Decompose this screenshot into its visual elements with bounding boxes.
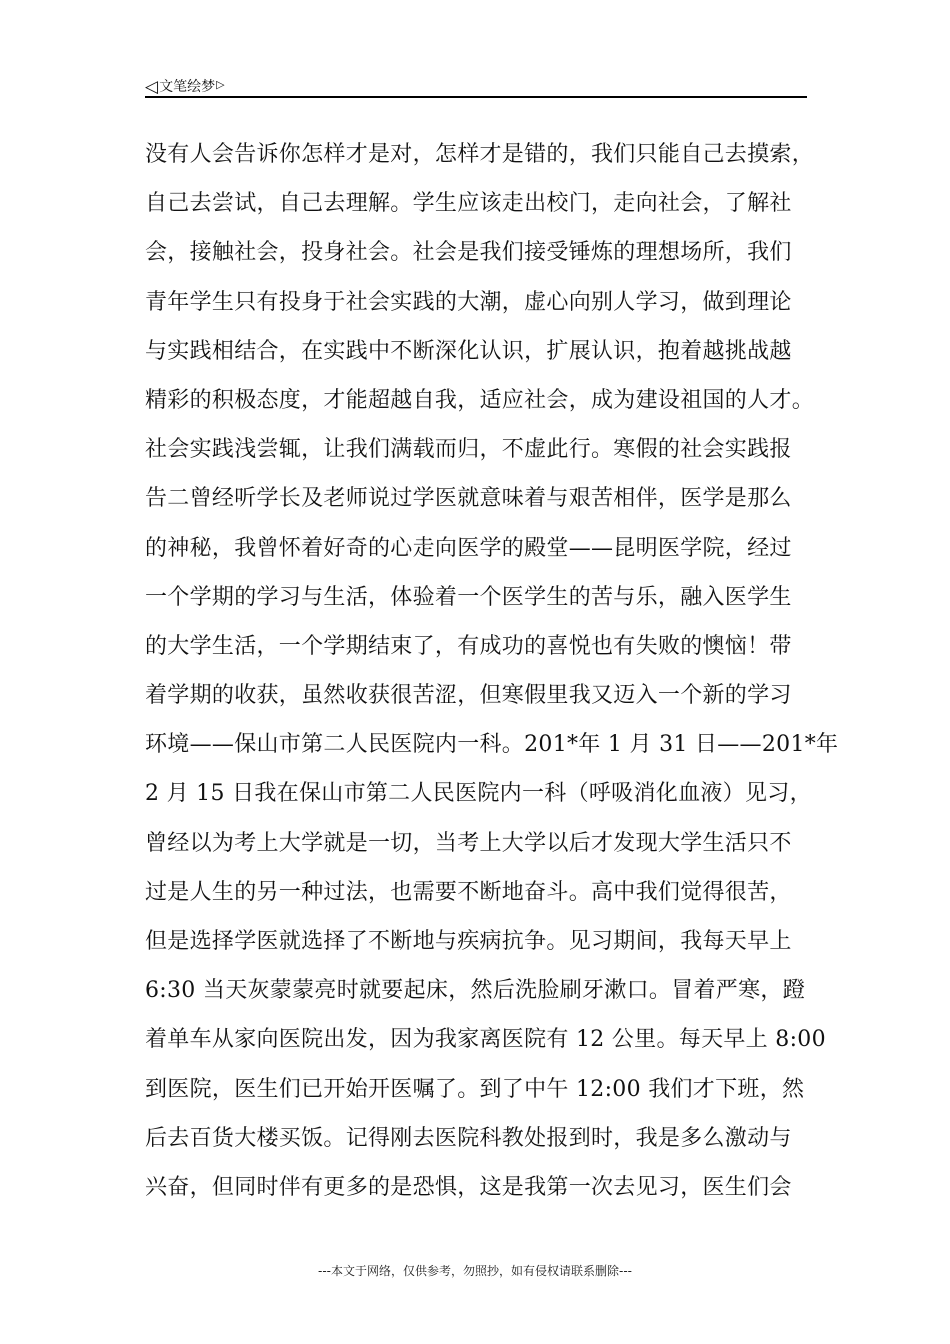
- header-title: 文笔绘梦: [159, 79, 216, 95]
- text-line: 告二曾经听学长及老师说过学医就意味着与艰苦相伴，医学是那么: [145, 486, 792, 512]
- text-line: 着单车从家向医院出发，因为我家离医院有 12 公里。每天早上 8:00: [145, 1027, 826, 1053]
- left-triangle-icon: ◁: [145, 77, 159, 97]
- text-line: 的大学生活，一个学期结束了，有成功的喜悦也有失败的懊恼！带: [145, 633, 792, 659]
- text-line: 精彩的积极态度，才能超越自我，适应社会，成为建设祖国的人才。: [145, 387, 815, 413]
- text-line: 社会实践浅尝辄，让我们满载而归，不虚此行。寒假的社会实践报: [145, 437, 792, 463]
- document-body: [145, 130, 839, 1212]
- text-line: 着学期的收获，虽然收获很苦涩，但寒假里我又迈入一个新的学习: [145, 683, 792, 709]
- text-line: 到医院，医生们已开始开医嘱了。到了中午 12:00 我们才下班，然: [145, 1076, 805, 1102]
- text-line: 曾经以为考上大学就是一切，当考上大学以后才发现大学生活只不: [145, 830, 792, 856]
- text-line: 与实践相结合，在实践中不断深化认识，扩展认识，抱着越挑战越: [145, 338, 792, 364]
- text-line: 会，接触社会，投身社会。社会是我们接受锤炼的理想场所，我们: [145, 240, 792, 266]
- text-line: 环境——保山市第二人民医院内一科。201*年 1 月 31 日——201*年: [145, 732, 839, 758]
- text-line: 没有人会告诉你怎样才是对，怎样才是错的，我们只能自己去摸索，: [145, 142, 815, 167]
- text-line: 后去百货大楼买饭。记得刚去医院科教处报到时，我是多么激动与: [145, 1125, 792, 1151]
- text-line: 6:30 当天灰蒙蒙亮时就要起床，然后洗脸刷牙漱口。冒着严寒，蹬: [145, 978, 805, 1004]
- text-line: 2 月 15 日我在保山市第二人民医院内一科（呼吸消化血液）见习，: [145, 781, 812, 807]
- page-header: [145, 74, 807, 98]
- text-line: 一个学期的学习与生活，体验着一个医学生的苦与乐，融入医学生: [145, 584, 792, 610]
- footer-disclaimer: ---本文于网络，仅供参考，勿照抄，如有侵权请联系删除---: [318, 1264, 632, 1278]
- text-line: 兴奋，但同时伴有更多的是恐惧，这是我第一次去见习，医生们会: [145, 1174, 792, 1200]
- right-triangle-icon: ▷: [216, 78, 225, 91]
- text-line: 自己去尝试，自己去理解。学生应该走出校门，走向社会，了解社: [145, 191, 792, 217]
- text-line: 的神秘，我曾怀着好奇的心走向医学的殿堂——昆明医学院，经过: [145, 535, 792, 561]
- text-line: 过是人生的另一种过法，也需要不断地奋斗。高中我们觉得很苦，: [145, 879, 792, 905]
- text-line: 但是选择学医就选择了不断地与疾病抗争。见习期间，我每天早上: [145, 929, 792, 954]
- text-line: 青年学生只有投身于社会实践的大潮，虚心向别人学习，做到理论: [145, 289, 792, 315]
